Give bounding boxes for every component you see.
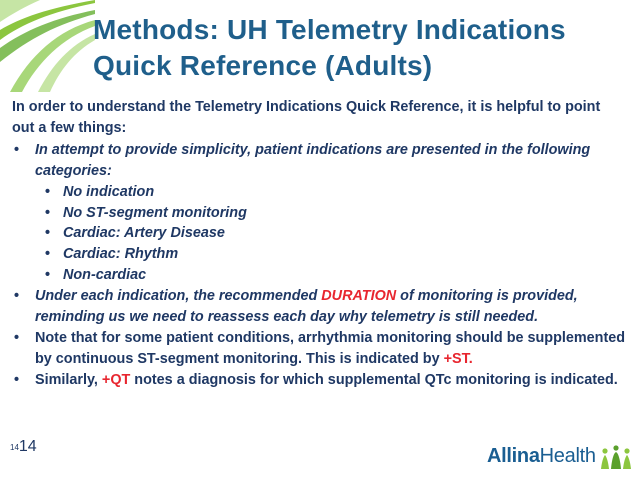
st-highlight: +ST. (443, 350, 473, 367)
decorative-green-swoosh (0, 0, 95, 92)
intro-text: In order to understand the Telemetry Indications Quick Reference, it is helpful to point out a few things: (12, 99, 601, 136)
logo-text-regular: Health (539, 445, 596, 467)
category-item: • No ST-segment monitoring (35, 203, 626, 224)
category-item: • No indication (35, 182, 626, 203)
bullet-qt-post: notes a diagnosis for which supplemental QTc monitoring is indicated. (130, 371, 618, 388)
bullet-categories-text: In attempt to provide simplicity, patient indications are presented in the following categories: (35, 141, 591, 179)
bullet-categories (12, 140, 626, 286)
allina-health-mark-icon (599, 444, 633, 470)
bullet-qt (12, 370, 626, 391)
slide-title (93, 12, 633, 84)
bullet-duration-post: of monitoring is provided, reminding us we need to reassess each day why telemetry is still needed. (35, 288, 578, 326)
bullet-st (12, 328, 626, 370)
slide-number-small: 14 (10, 443, 19, 452)
bullet-st-text: Note that for some patient conditions, arrhythmia monitoring should be supplemented by continuous ST-segment monitoring. This is indicated by (35, 329, 626, 367)
bullet-duration-pre: Under each indication, the recommended (35, 288, 322, 305)
allina-health-logo (487, 444, 633, 470)
category-item: • Cardiac: Rhythm (35, 244, 626, 265)
title-line-1: Methods: UH Telemetry Indications (93, 14, 566, 45)
logo-text-bold: Allina (487, 445, 540, 467)
qt-highlight: +QT (101, 371, 131, 388)
bullet-qt-pre: Similarly, (35, 371, 102, 388)
category-item: • Non-cardiac (35, 265, 626, 286)
logo-wordmark (487, 444, 596, 468)
bullet-duration (12, 286, 626, 328)
category-item: • Cardiac: Artery Disease (35, 223, 626, 244)
bullet-list (12, 140, 626, 391)
category-list (35, 182, 626, 287)
title-line-2: Quick Reference (Adults) (93, 50, 433, 81)
slide-number (10, 437, 37, 457)
duration-highlight: DURATION (321, 288, 397, 305)
slide-number-main: 14 (18, 438, 37, 455)
slide-body (12, 97, 626, 391)
